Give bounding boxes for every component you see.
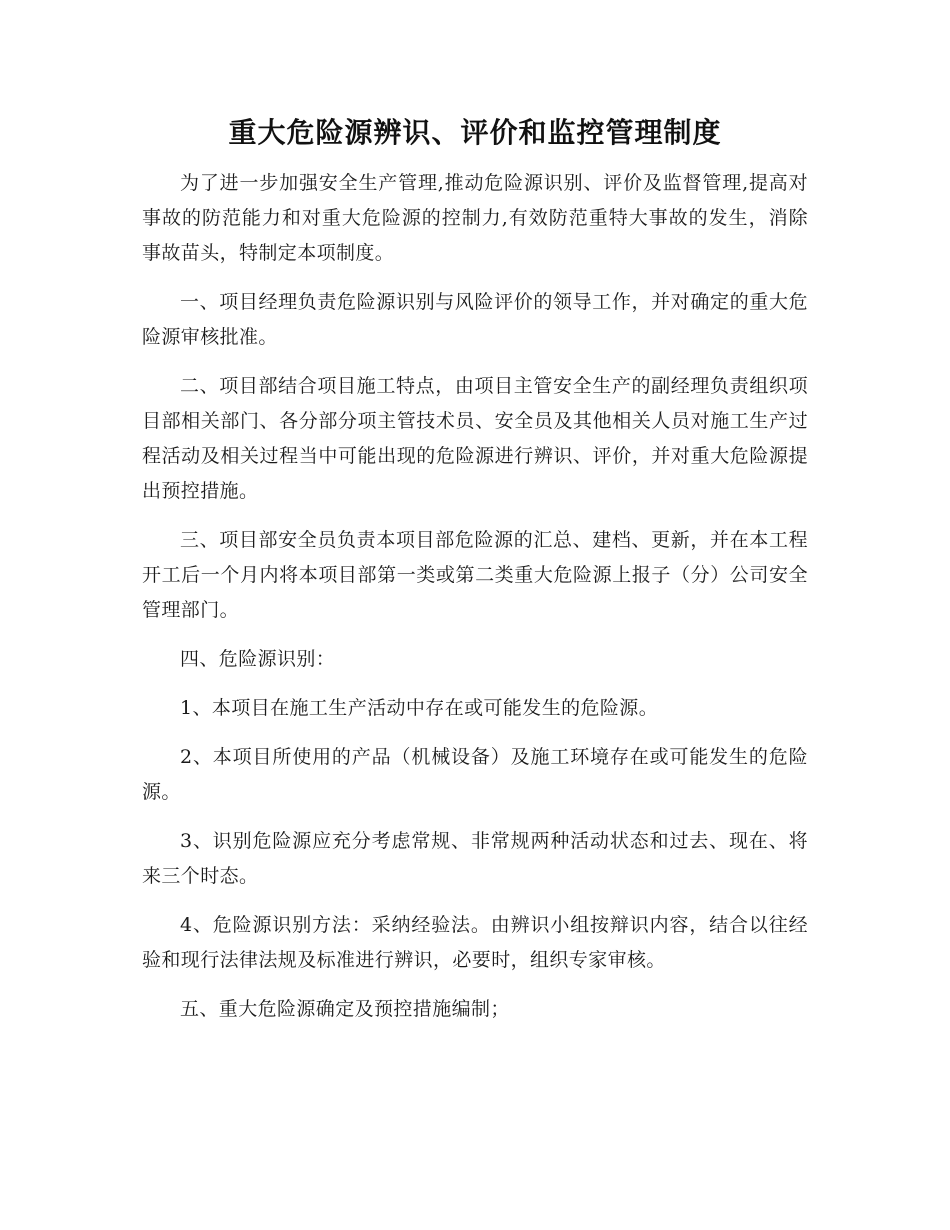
clause-4-heading: 四、危险源识别： <box>180 648 336 670</box>
clause-5-heading: 五、重大危险源确定及预控措施编制； <box>180 998 510 1020</box>
clause-2-paragraph: 二、项目部结合项目施工特点，由项目主管安全生产的副经理负责组织项目部相关部门、各分部分项主管技术员、安全员及其他相关人员对施工生产过程活动及相关过程当中可能出现的危险源进行辨识、评价，并对重大危险源提出预控措施。 <box>142 375 808 502</box>
document-title: 重大危险源辨识、评价和监控管理制度 <box>228 116 722 149</box>
document-body <box>142 166 808 1041</box>
clause-4-item-1: 1、本项目在施工生产活动中存在或可能发生的危险源。 <box>180 697 659 719</box>
clause-1-paragraph: 一、项目经理负责危险源识别与风险评价的领导工作，并对确定的重大危险源审核批准。 <box>142 291 808 348</box>
intro-paragraph: 为了进一步加强安全生产管理,推动危险源识别、评价及监督管理,提高对事故的防范能力和对重大危险源的控制力,有效防范重特大事故的发生，消除事故苗头，特制定本项制度。 <box>142 172 808 264</box>
clause-4-item-2: 2、本项目所使用的产品（机械设备）及施工环境存在或可能发生的危险源。 <box>142 746 808 803</box>
clause-4-item-4: 4、危险源识别方法：采纳经验法。由辨识小组按辩识内容，结合以往经验和现行法律法规及标准进行辨识，必要时，组织专家审核。 <box>142 914 808 971</box>
clause-3-paragraph: 三、项目部安全员负责本项目部危险源的汇总、建档、更新，并在本工程开工后一个月内将本项目部第一类或第二类重大危险源上报子（分）公司安全管理部门。 <box>142 529 808 621</box>
clause-4-item-3: 3、识别危险源应充分考虑常规、非常规两种活动状态和过去、现在、将来三个时态。 <box>142 830 808 887</box>
